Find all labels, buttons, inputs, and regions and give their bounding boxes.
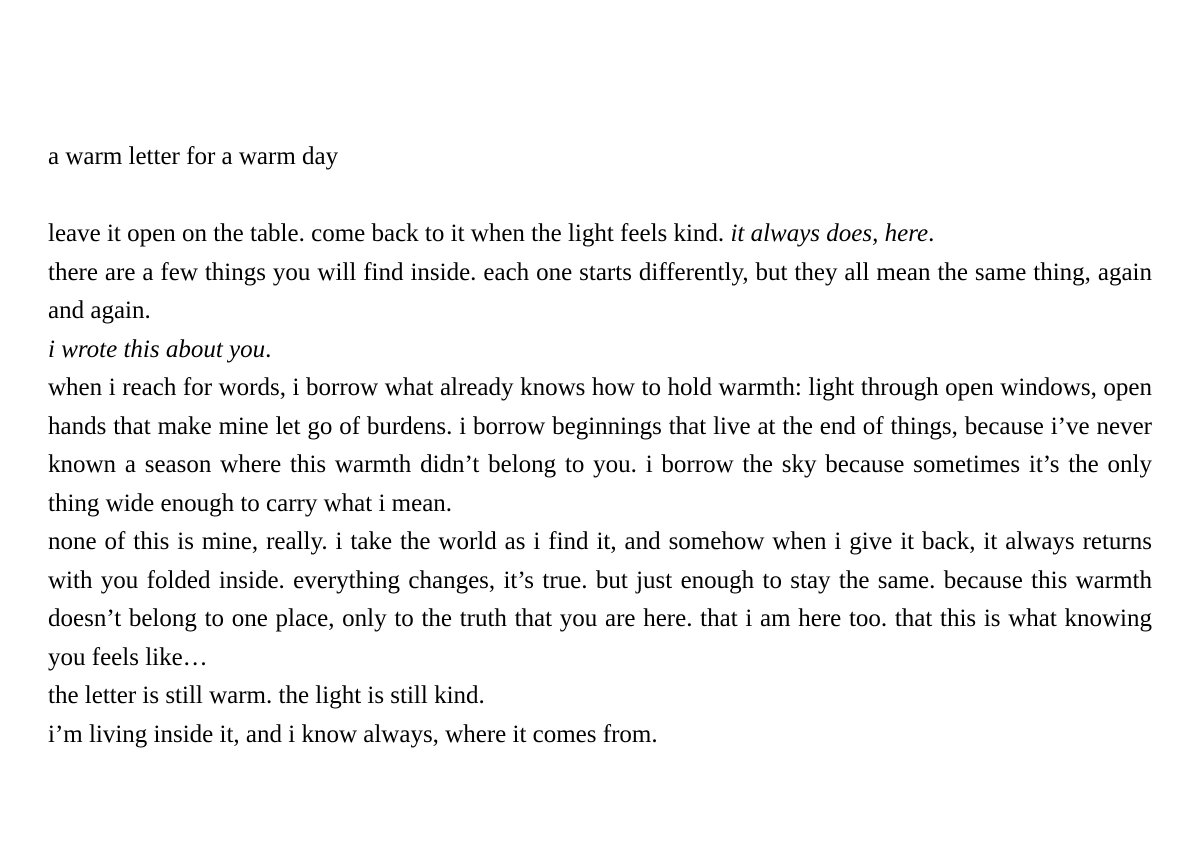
closing-line-2: i’m living inside it, and i know always, where it comes from. [48,720,658,748]
dedication-line [48,331,1152,370]
paragraph-none-of-this: none of this is mine, really. i take the world as i find it, and somehow when i give it back, it always returns with you folded inside. everything changes, it’s true. but just enough to stay the same. because this warmth doesn’t belong to one place, only to the truth that you are here. that i am here too. that this is what knowing you feels like… [48,528,1152,671]
closing-line-1: the letter is still warm. the light is still kind. [48,682,485,709]
letter-title: a warm letter for a warm day [48,143,339,170]
dedication-end: . [265,335,272,363]
letter-page [48,138,1152,754]
opening-line-end: . [928,220,935,247]
paragraph-borrowing-words: when i reach for words, i borrow what already knows how to hold warmth: light through open windows, open hands that make mine let go of burdens. i borrow beginnings that live at the end of things, because i’ve never known a season where this warmth didn’t belong to you. i borrow the sky because sometimes it’s the only thing wide enough to carry what i mean. [48,374,1152,517]
opening-line-text: leave it open on the table. come back to it when the light feels kind. [48,220,731,247]
opening-line-italic: it always does, here [730,220,929,247]
dedication-italic: i wrote this about you [48,335,266,363]
paragraph-things-inside: there are a few things you will find inside. each one starts differently, but they all mean the same thing, again and again. [48,258,1152,324]
blank-line [48,177,1152,216]
opening-line [48,215,1152,254]
